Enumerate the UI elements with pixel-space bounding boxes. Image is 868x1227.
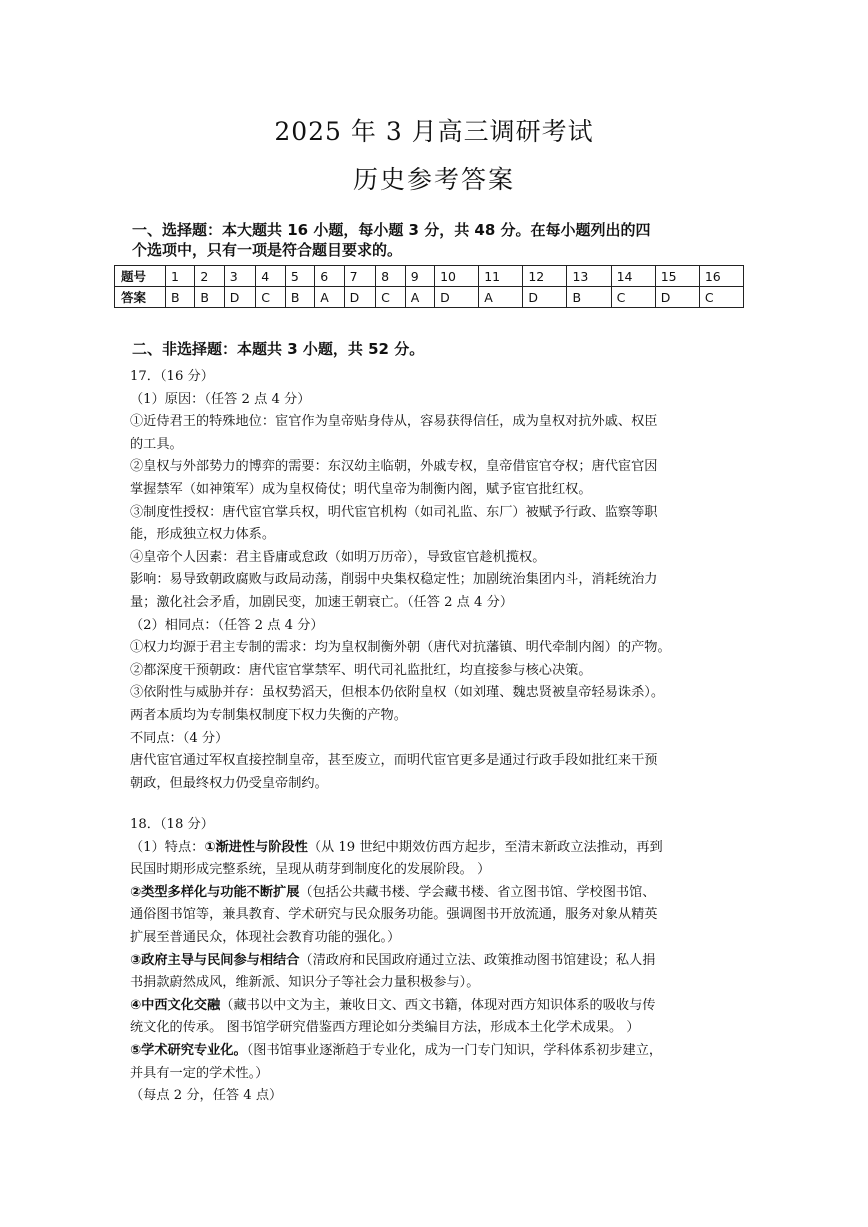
text-line xyxy=(130,882,740,905)
text-line: 并具有一定的学术性。） xyxy=(130,1065,269,1081)
text-fragment: （清政府和民国政府通过立法、政策推动图书馆建设；私人捐 xyxy=(299,952,656,968)
question-17-answer xyxy=(130,366,740,795)
text-line: ③依附性与威胁并存：虽权势滔天，但根本仍依附皇权（如刘瑾、魏忠贤被皇帝轻易诛杀）。 xyxy=(130,685,665,701)
answer-cell: B xyxy=(567,287,611,308)
section2-heading: 二、非选择题：本题共 3 小题，共 52 分。 xyxy=(132,340,425,358)
answer-key-table xyxy=(114,265,744,308)
answer-cell: A xyxy=(315,287,344,308)
table-row-numbers xyxy=(115,266,744,287)
text-line xyxy=(130,1040,740,1063)
text-line: ④皇帝个人因素：君主昏庸或怠政（如明万历帝），导致宦官趁机揽权。 xyxy=(130,549,546,565)
question-number: 7 xyxy=(344,266,376,287)
text-fragment: （从 19 世纪中期效仿西方起步，至清末新政立法推动，再到 xyxy=(307,839,663,855)
text-line: 掌握禁军（如神策军）成为皇权倚仗；明代皇帝为制衡内阁，赋予宦官批红权。 xyxy=(130,481,592,497)
text-line: ①权力均源于君主专制的需求：均为皇权制衡外朝（唐代对抗藩镇、明代牵制内阁）的产物。 xyxy=(130,640,671,656)
text-line: 书捐款蔚然成风，维新派、知识分子等社会力量积极参与）。 xyxy=(130,975,480,991)
question-number: 14 xyxy=(611,266,655,287)
question-number: 2 xyxy=(195,266,224,287)
question-number: 3 xyxy=(224,266,256,287)
row-header-answer: 答案 xyxy=(115,287,166,308)
answer-cell: C xyxy=(256,287,286,308)
answer-cell: C xyxy=(699,287,743,308)
text-line: （每点 2 分，任答 4 点） xyxy=(130,1088,283,1104)
page-subtitle: 历史参考答案 xyxy=(352,165,515,194)
text-fragment: （藏书以中文为主，兼收日文、西文书籍，体现对西方知识体系的吸收与传 xyxy=(220,997,656,1013)
point-heading: ④中西文化交融 xyxy=(130,997,221,1013)
text-line: 不同点：（4 分） xyxy=(130,730,229,746)
answer-cell: B xyxy=(195,287,224,308)
text-line: 的工具。 xyxy=(130,436,183,452)
answer-cell: D xyxy=(435,287,479,308)
text-line: 18．（18 分） xyxy=(130,817,214,832)
point-heading: ⑤学术研究专业化。 xyxy=(130,1042,247,1058)
section1-heading xyxy=(132,220,744,260)
text-line: 17．（16 分） xyxy=(130,369,214,384)
answer-cell: D xyxy=(344,287,376,308)
answer-cell: C xyxy=(376,287,406,308)
text-line: ②皇权与外部势力的博弈的需要：东汉幼主临朝，外戚专权，皇帝借宦官夺权；唐代宦官因 xyxy=(130,459,658,475)
answer-cell: A xyxy=(405,287,434,308)
answer-cell: C xyxy=(611,287,655,308)
text-line xyxy=(130,950,740,973)
question-number: 4 xyxy=(256,266,286,287)
question-number: 5 xyxy=(285,266,314,287)
section1-heading-line2: 个选项中，只有一项是符合题目要求的。 xyxy=(132,241,403,259)
row-header-number: 题号 xyxy=(115,266,166,287)
text-line: （1）原因：（任答 2 点 4 分） xyxy=(130,391,311,407)
text-line: 通俗图书馆等，兼具教育、学术研究与民众服务功能。强调图书开放流通，服务对象从精英 xyxy=(130,907,658,923)
question-number: 13 xyxy=(567,266,611,287)
answer-cell: A xyxy=(479,287,523,308)
point-heading: ③政府主导与民间参与相结合 xyxy=(130,952,300,968)
text-line: 影响：易导致朝政腐败与政局动荡，削弱中央集权稳定性；加剧统治集团内斗，消耗统治力 xyxy=(130,572,658,588)
answer-cell: B xyxy=(166,287,195,308)
answer-cell: D xyxy=(523,287,567,308)
text-line: 两者本质均为专制集权制度下权力失衡的产物。 xyxy=(130,707,407,723)
text-fragment: （图书馆事业逐渐趋于专业化，成为一门专门知识，学科体系初步建立， xyxy=(246,1042,663,1058)
answer-cell: B xyxy=(285,287,314,308)
text-line xyxy=(130,837,740,860)
question-number: 6 xyxy=(315,266,344,287)
text-line: ③制度性授权：唐代宦官掌兵权，明代宦官机构（如司礼监、东厂）被赋予行政、监察等职 xyxy=(130,504,658,520)
question-number: 9 xyxy=(405,266,434,287)
question-number: 15 xyxy=(655,266,699,287)
question-number: 1 xyxy=(166,266,195,287)
text-line: 民国时期形成完整系统，呈现从萌芽到制度化的发展阶段。 ） xyxy=(130,862,491,878)
text-line: ②都深度干预朝政：唐代宦官掌禁军、明代司礼监批红，均直接参与核心决策。 xyxy=(130,662,592,678)
answer-cell: D xyxy=(224,287,256,308)
question-number: 11 xyxy=(479,266,523,287)
text-line: （2）相同点：（任答 2 点 4 分） xyxy=(130,617,324,633)
text-fragment: （1）特点： xyxy=(130,839,205,855)
text-line: 统文化的传承。 图书馆学研究借鉴西方理论如分类编目方法，形成本土化学术成果。 ） xyxy=(130,1020,640,1036)
answer-cell: D xyxy=(655,287,699,308)
page-title: 2025 年 3 月高三调研考试 xyxy=(274,117,594,146)
text-line: 扩展至普通民众，体现社会教育功能的强化。） xyxy=(130,929,401,945)
question-number: 10 xyxy=(435,266,479,287)
question-number: 16 xyxy=(699,266,743,287)
section1-heading-line1: 一、选择题：本大题共 16 小题，每小题 3 分，共 48 分。在每小题列出的四 xyxy=(132,221,651,239)
question-number: 8 xyxy=(376,266,406,287)
text-line: 能，形成独立权力体系。 xyxy=(130,527,276,543)
text-line: ①近侍君王的特殊地位：宦官作为皇帝贴身侍从，容易获得信任，成为皇权对抗外戚、权臣 xyxy=(130,414,658,430)
question-number: 12 xyxy=(523,266,567,287)
table-row-answers xyxy=(115,287,744,308)
text-line: 唐代宦官通过军权直接控制皇帝，甚至废立，而明代宦官更多是通过行政手段如批红来干预 xyxy=(130,753,658,769)
point-heading: ①渐进性与阶段性 xyxy=(204,839,308,855)
text-fragment: （包括公共藏书楼、学会藏书楼、省立图书馆、学校图书馆、 xyxy=(299,884,656,900)
point-heading: ②类型多样化与功能不断扩展 xyxy=(130,884,300,900)
question-18-answer xyxy=(130,814,740,1108)
text-line xyxy=(130,995,740,1018)
text-line: 量；激化社会矛盾，加剧民变，加速王朝衰亡。（任答 2 点 4 分） xyxy=(130,594,514,610)
text-line: 朝政，但最终权力仍受皇帝制约。 xyxy=(130,775,328,791)
